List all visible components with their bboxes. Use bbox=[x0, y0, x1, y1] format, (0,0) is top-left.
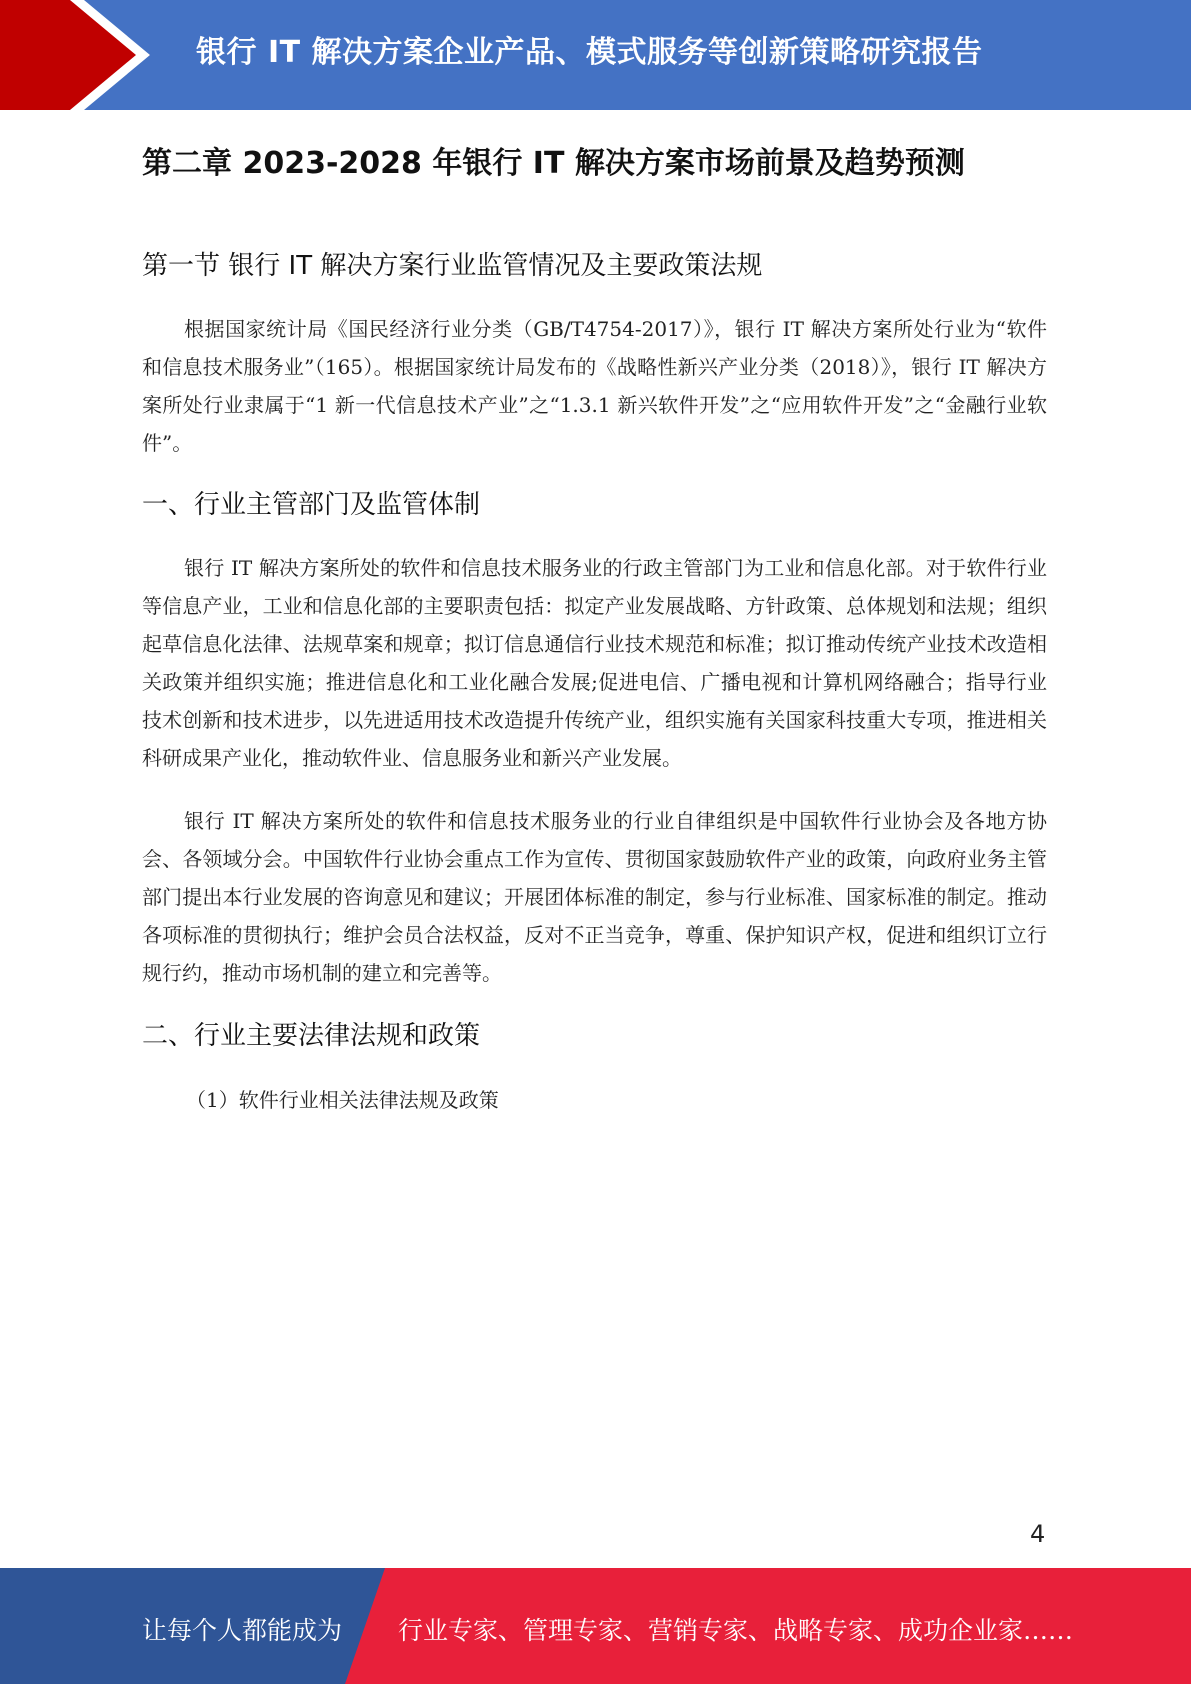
paragraph-ministry-duties: 银行 IT 解决方案所处的软件和信息技术服务业的行政主管部门为工业和信息化部。对于软件行业等信息产业，工业和信息化部的主要职责包括：拟定产业发展战略、方针政策、总体规划和法规；组织起草信息化法律、法规草案和规章；拟订信息通信行业技术规范和标准；拟订推动传统产业技术改造相关政策并组织实施；推进信息化和工业化融合发展;促进电信、广播电视和计算机网络融合；指导行业技术创新和技术进步，以先进适用技术改造提升传统产业，组织实施有关国家科技重大专项，推进相关科研成果产业化，推动软件业、信息服务业和新兴产业发展。 bbox=[142, 556, 1047, 770]
section-title: 第一节 银行 IT 解决方案行业监管情况及主要政策法规 bbox=[142, 251, 763, 281]
footer-slogan-right: 行业专家、管理专家、营销专家、战略专家、成功企业家…… bbox=[398, 1616, 1074, 1645]
header-banner bbox=[0, 0, 1191, 110]
page-number: 4 bbox=[1030, 1520, 1046, 1548]
footer-slogan-left: 让每个人都能成为 bbox=[142, 1616, 343, 1645]
footer-banner bbox=[0, 1568, 1191, 1684]
report-title: 银行 IT 解决方案企业产品、模式服务等创新策略研究报告 bbox=[196, 35, 983, 70]
paragraph-industry-classification: 根据国家统计局《国民经济行业分类（GB/T4754-2017）》，银行 IT 解决方案所处行业为“软件和信息技术服务业”（165）。根据国家统计局发布的《战略性新兴产业分类（2018）》，银行 IT 解决方案所处行业隶属于“1 新一代信息技术产业”之“1.3.1 新兴软件开发”之“应用软件开发”之“金融行业软件”。 bbox=[142, 317, 1047, 455]
heading-laws-and-policies: 二、行业主要法律法规和政策 bbox=[142, 1021, 481, 1051]
chapter-title: 第二章 2023-2028 年银行 IT 解决方案市场前景及趋势预测 bbox=[142, 146, 965, 181]
heading-regulatory-authority: 一、行业主管部门及监管体制 bbox=[142, 490, 481, 520]
header-chevron-decoration bbox=[0, 0, 160, 110]
paragraph-self-regulatory-org: 银行 IT 解决方案所处的软件和信息技术服务业的行业自律组织是中国软件行业协会及各地方协会、各领域分会。中国软件行业协会重点工作为宣传、贯彻国家鼓励软件产业的政策，向政府业务主管部门提出本行业发展的咨询意见和建议；开展团体标准的制定，参与行业标准、国家标准的制定。推动各项标准的贯彻执行；维护会员合法权益，反对不正当竞争，尊重、保护知识产权，促进和组织订立行规行约，推动市场机制的建立和完善等。 bbox=[142, 809, 1047, 985]
list-item-software-laws: （1）软件行业相关法律法规及政策 bbox=[186, 1088, 499, 1112]
